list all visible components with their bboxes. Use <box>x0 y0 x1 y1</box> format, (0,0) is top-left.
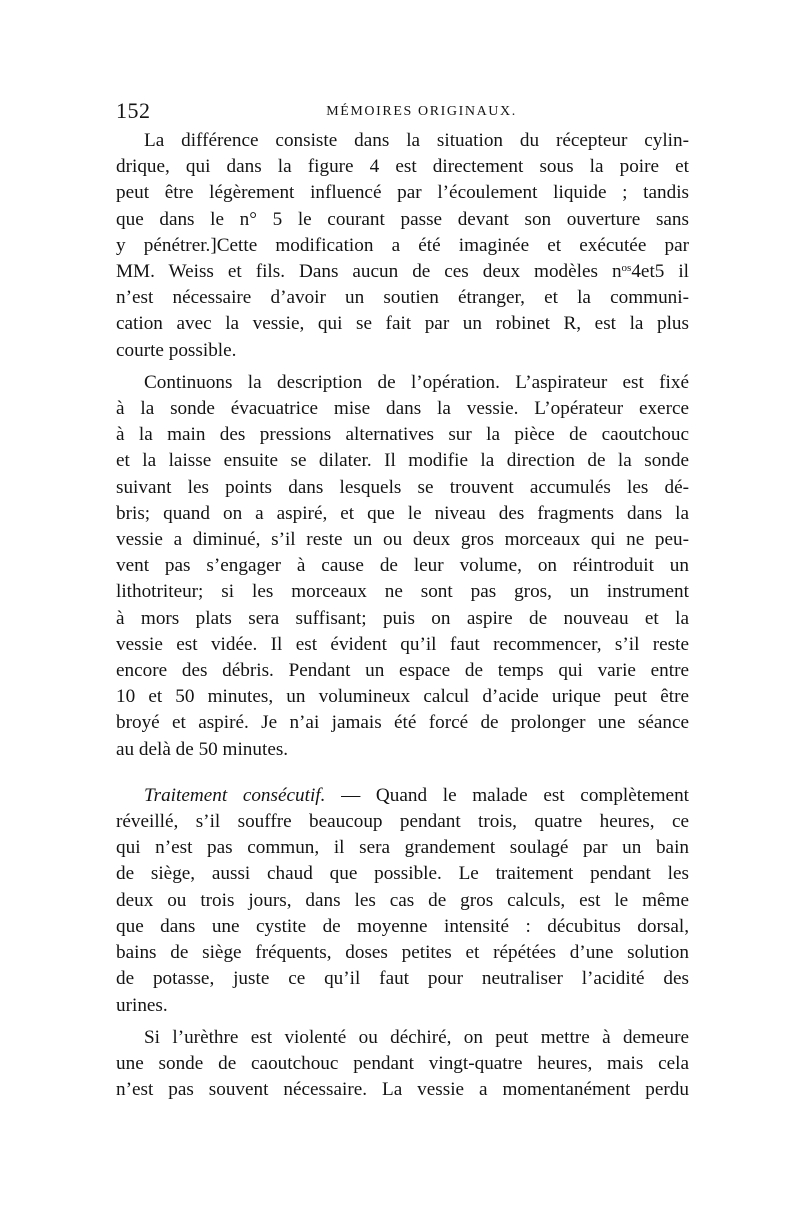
text-line: au delà de 50 minutes. <box>116 738 289 760</box>
text-line: deux ou trois jours, dans les cas de gros calculs, est le même <box>116 889 689 911</box>
text-line: peut être légèrement influencé par l’écoulement liquide ; tandis <box>116 182 689 204</box>
running-title: MÉMOIRES ORIGINAUX. <box>326 104 517 119</box>
text-line: courte possible. <box>116 339 237 361</box>
text-line: n’est nécessaire d’avoir un soutien étranger, et la communi- <box>116 287 689 309</box>
text-line: réveillé, s’il souffre beaucoup pendant trois, quatre heures, ce <box>116 811 689 833</box>
text-line: une sonde de caoutchouc pendant vingt-quatre heures, mais cela <box>116 1052 689 1074</box>
text-line: à la main des pressions alternatives sur la pièce de caoutchouc <box>116 424 689 446</box>
text-line: n’est pas souvent nécessaire. La vessie a momentanément perdu <box>116 1079 689 1101</box>
text-line-head: MM. Weiss et fils. Dans aucun de ces deux modèles <box>116 261 598 283</box>
text-line-with-heading <box>116 783 689 809</box>
text-line: vessie est vidée. Il est évident qu’il faut recommencer, s’il reste <box>116 633 689 655</box>
text-line: La différence consiste dans la situation du récepteur cylin- <box>144 130 689 151</box>
text-line-with-superscript <box>116 259 689 285</box>
paragraph-4 <box>116 1025 689 1104</box>
text-line: 10 et 50 minutes, un volumineux calcul d’acide urique peut être <box>116 686 689 708</box>
paragraph-2 <box>116 370 689 763</box>
text-line: cation avec la vessie, qui se fait par un robinet R, est la plus <box>116 313 689 335</box>
text-line: à mors plats sera suffisant; puis on aspire de nouveau et la <box>116 607 689 629</box>
text-line: Si l’urèthre est violenté ou déchiré, on peut mettre à demeure <box>144 1026 689 1048</box>
text-line: y pénétrer.]Cette modification a été imaginée et exécutée par <box>116 234 689 256</box>
text-line: urines. <box>116 994 168 1016</box>
text-line: à la sonde évacuatrice mise dans la vessie. L’opérateur exerce <box>116 398 689 420</box>
page-body <box>116 128 689 1103</box>
text-line: bris; quand on a aspiré, et que le niveau des fragments dans la <box>116 502 689 524</box>
page-header <box>116 98 689 132</box>
text-line: de potasse, juste ce qu’il faut pour neutraliser l’acidité des <box>116 968 689 990</box>
text-line: vent pas s’engager à cause de leur volume, on réintroduit un <box>116 555 689 577</box>
text-line: encore des débris. Pendant un espace de temps qui varie entre <box>116 660 689 682</box>
text-line: que dans le n° 5 le courant passe devant son ouverture sans <box>116 208 689 230</box>
text-line: vessie a diminué, s’il reste un ou deux gros morceaux qui ne peu- <box>116 529 689 551</box>
page-number: 152 <box>116 98 151 123</box>
text-line-rest: — Quand le malade est complètement <box>325 784 689 806</box>
text-line: suivant les points dans lesquels se trouvent accumulés les dé- <box>116 476 689 498</box>
text-line: de siège, aussi chaud que possible. Le traitement pendant les <box>116 863 689 885</box>
text-line: drique, qui dans la figure 4 est directement sous la poire et <box>116 156 689 178</box>
model-number-rest: 4et5 il <box>631 261 690 283</box>
paragraph-3 <box>116 783 689 1019</box>
text-line: broyé et aspiré. Je n’ai jamais été forcé de prolonger une séance <box>116 712 689 734</box>
section-heading: Traitement consécutif. <box>144 784 326 806</box>
model-number-prefix: n <box>611 261 622 283</box>
text-line: bains de siège fréquents, doses petites et répétées d’une solution <box>116 942 689 964</box>
paragraph-1 <box>116 128 689 364</box>
text-line: et la laisse ensuite se dilater. Il modifie la direction de la sonde <box>116 450 689 472</box>
text-line: lithotriteur; si les morceaux ne sont pas gros, un instrument <box>116 581 689 603</box>
model-number-superscript: os <box>621 262 632 275</box>
text-line: Continuons la description de l’opération. L’aspirateur est fixé <box>144 371 689 393</box>
text-line: qui n’est pas commun, il sera grandement soulagé par un bain <box>116 837 689 859</box>
text-line: que dans une cystite de moyenne intensité : décubitus dorsal, <box>116 915 689 937</box>
